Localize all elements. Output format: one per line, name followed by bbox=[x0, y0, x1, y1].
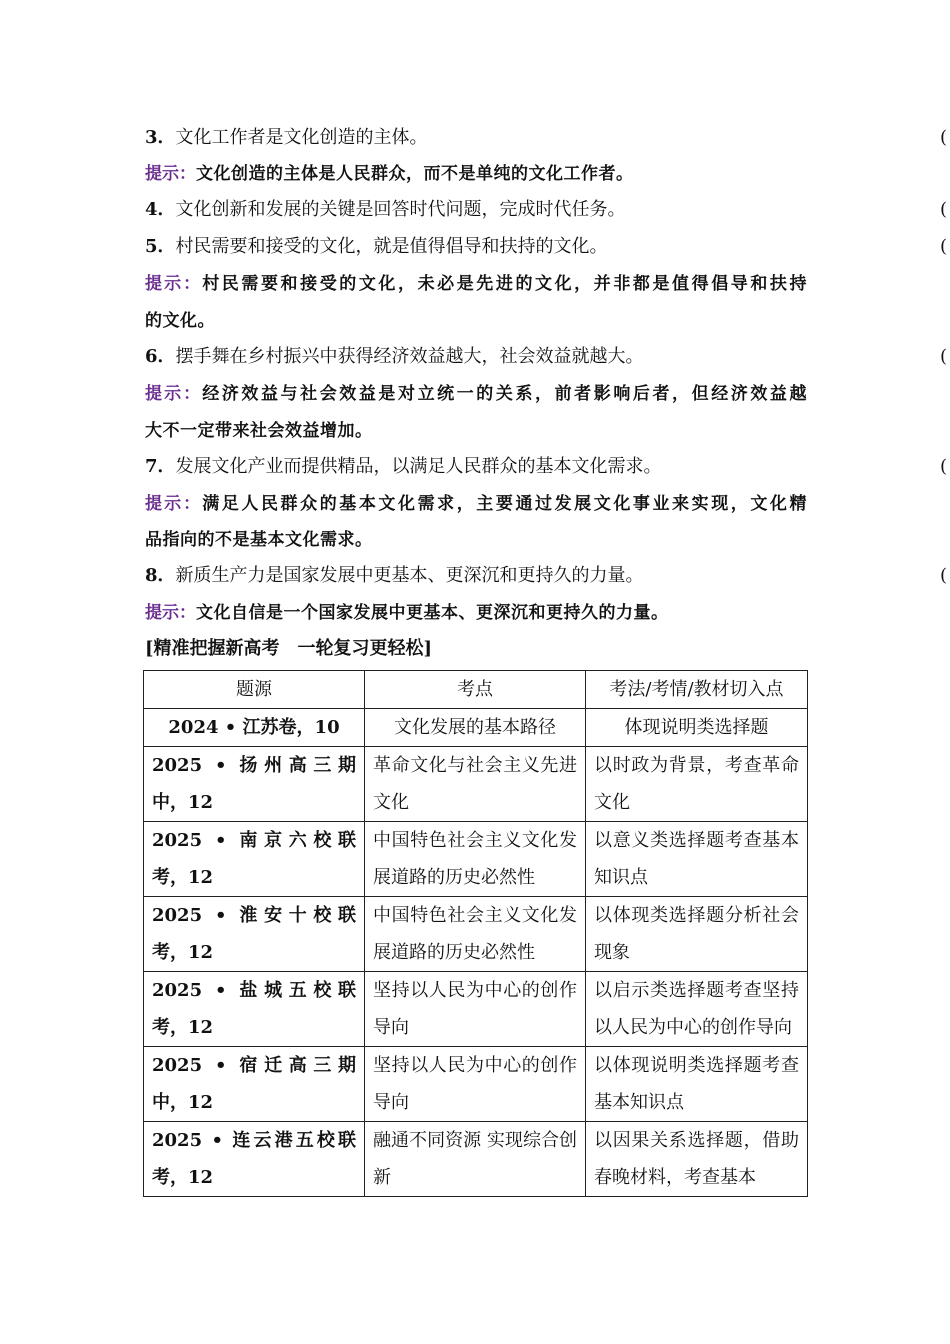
cell-source: 2024 • 江苏卷，10 bbox=[144, 709, 365, 747]
question-number: 5． bbox=[145, 236, 176, 257]
cell-method: 以体现说明类选择题考查基本知识点 bbox=[586, 1047, 808, 1122]
hint-5-line2 bbox=[145, 311, 807, 331]
source-line1: 2025 • 盐城五校联 bbox=[152, 980, 356, 1001]
hint-text: 的文化。 bbox=[145, 311, 215, 331]
question-4 bbox=[145, 200, 626, 220]
cell-source bbox=[144, 972, 365, 1047]
cell-method: 以因果关系选择题，借助春晚材料，考查基本 bbox=[586, 1122, 808, 1197]
hint-label: 提示： bbox=[145, 274, 203, 294]
hint-label: 提示： bbox=[145, 494, 203, 514]
table-row bbox=[144, 747, 808, 822]
question-5 bbox=[145, 237, 608, 257]
cell-point: 融通不同资源 实现综合创新 bbox=[365, 1122, 586, 1197]
table-row bbox=[144, 1122, 808, 1197]
table-row bbox=[144, 822, 808, 897]
hint-7-line2 bbox=[145, 530, 807, 550]
cell-source bbox=[144, 747, 365, 822]
question-text: 文化工作者是文化创造的主体。 bbox=[175, 127, 428, 148]
exam-source-table bbox=[143, 670, 808, 1197]
hint-text: 大不一定带来社会效益增加。 bbox=[145, 421, 373, 441]
question-text: 摆手舞在乡村振兴中获得经济效益越大，社会效益就越大。 bbox=[175, 346, 644, 367]
section-title: [精准把握新高考 一轮复习更轻松] bbox=[145, 638, 433, 659]
table-row bbox=[144, 1047, 808, 1122]
answer-paren: ( bbox=[940, 199, 948, 220]
answer-paren: ( bbox=[940, 565, 948, 586]
source-line1: 2025 • 宿迁高三期 bbox=[152, 1055, 356, 1076]
cell-method: 以意义类选择题考查基本知识点 bbox=[586, 822, 808, 897]
answer-paren: ( bbox=[940, 456, 948, 477]
cell-point: 坚持以人民为中心的创作导向 bbox=[365, 972, 586, 1047]
hint-text: 文化自信是一个国家发展中更基本、更深沉和更持久的力量。 bbox=[196, 603, 669, 623]
cell-source bbox=[144, 1047, 365, 1122]
cell-method: 以时政为背景，考查革命文化 bbox=[586, 747, 808, 822]
hint-label: 提示： bbox=[145, 164, 196, 184]
hint-5-line1 bbox=[145, 274, 807, 294]
table-header-row bbox=[144, 671, 808, 709]
source-line2: 考，12 bbox=[152, 942, 214, 963]
cell-method: 以启示类选择题考查坚持以人民为中心的创作导向 bbox=[586, 972, 808, 1047]
hint-8 bbox=[145, 603, 807, 623]
question-text: 村民需要和接受的文化，就是值得倡导和扶持的文化。 bbox=[175, 236, 608, 257]
cell-method: 以体现类选择题分析社会现象 bbox=[586, 897, 808, 972]
source-line1: 2025 • 扬州高三期 bbox=[152, 755, 356, 776]
cell-method: 体现说明类选择题 bbox=[586, 709, 808, 747]
source-line2: 考，12 bbox=[152, 1017, 214, 1038]
question-number: 3． bbox=[145, 127, 176, 148]
answer-paren: ( bbox=[940, 236, 948, 257]
cell-source bbox=[144, 897, 365, 972]
question-text: 文化创新和发展的关键是回答时代问题，完成时代任务。 bbox=[175, 199, 626, 220]
hint-text: 经济效益与社会效益是对立统一的关系，前者影响后者，但经济效益越 bbox=[202, 384, 808, 404]
hint-label: 提示： bbox=[145, 603, 196, 623]
question-7 bbox=[145, 457, 662, 477]
source-line2: 中，12 bbox=[152, 792, 214, 813]
source-line1: 2025 • 南京六校联 bbox=[152, 830, 356, 851]
question-text: 新质生产力是国家发展中更基本、更深沉和更持久的力量。 bbox=[175, 565, 644, 586]
answer-paren: ( bbox=[940, 346, 948, 367]
question-number: 8． bbox=[145, 565, 176, 586]
hint-3 bbox=[145, 164, 807, 184]
question-6 bbox=[145, 347, 644, 367]
question-8 bbox=[145, 566, 644, 586]
source-line1: 2025 • 连云港五校联 bbox=[152, 1130, 356, 1151]
cell-source bbox=[144, 822, 365, 897]
source-line2: 考，12 bbox=[152, 1167, 214, 1188]
source-line2: 考，12 bbox=[152, 867, 214, 888]
hint-7-line1 bbox=[145, 494, 807, 514]
hint-text: 文化创造的主体是人民群众，而不是单纯的文化工作者。 bbox=[196, 164, 634, 184]
cell-point: 文化发展的基本路径 bbox=[365, 709, 586, 747]
question-text: 发展文化产业而提供精品，以满足人民群众的基本文化需求。 bbox=[175, 456, 662, 477]
cell-source bbox=[144, 1122, 365, 1197]
header-point: 考点 bbox=[365, 671, 586, 709]
cell-point: 中国特色社会主义文化发展道路的历史必然性 bbox=[365, 897, 586, 972]
header-source: 题源 bbox=[144, 671, 365, 709]
question-number: 6． bbox=[145, 346, 176, 367]
cell-point: 革命文化与社会主义先进文化 bbox=[365, 747, 586, 822]
source-line2: 中，12 bbox=[152, 1092, 214, 1113]
question-3 bbox=[145, 128, 428, 148]
cell-point: 坚持以人民为中心的创作导向 bbox=[365, 1047, 586, 1122]
header-method: 考法/考情/教材切入点 bbox=[586, 671, 808, 709]
hint-text: 品指向的不是基本文化需求。 bbox=[145, 530, 373, 550]
table-row bbox=[144, 972, 808, 1047]
answer-paren: ( bbox=[940, 127, 948, 148]
cell-point: 中国特色社会主义文化发展道路的历史必然性 bbox=[365, 822, 586, 897]
question-number: 7． bbox=[145, 456, 176, 477]
hint-6-line2 bbox=[145, 421, 807, 441]
hint-label: 提示： bbox=[145, 384, 203, 404]
hint-text: 村民需要和接受的文化，未必是先进的文化，并非都是值得倡导和扶持 bbox=[202, 274, 808, 294]
source-line1: 2025 • 淮安十校联 bbox=[152, 905, 356, 926]
hint-text: 满足人民群众的基本文化需求，主要通过发展文化事业来实现，文化精 bbox=[202, 494, 808, 514]
table-row bbox=[144, 709, 808, 747]
hint-6-line1 bbox=[145, 384, 807, 404]
table-row bbox=[144, 897, 808, 972]
question-number: 4． bbox=[145, 199, 176, 220]
